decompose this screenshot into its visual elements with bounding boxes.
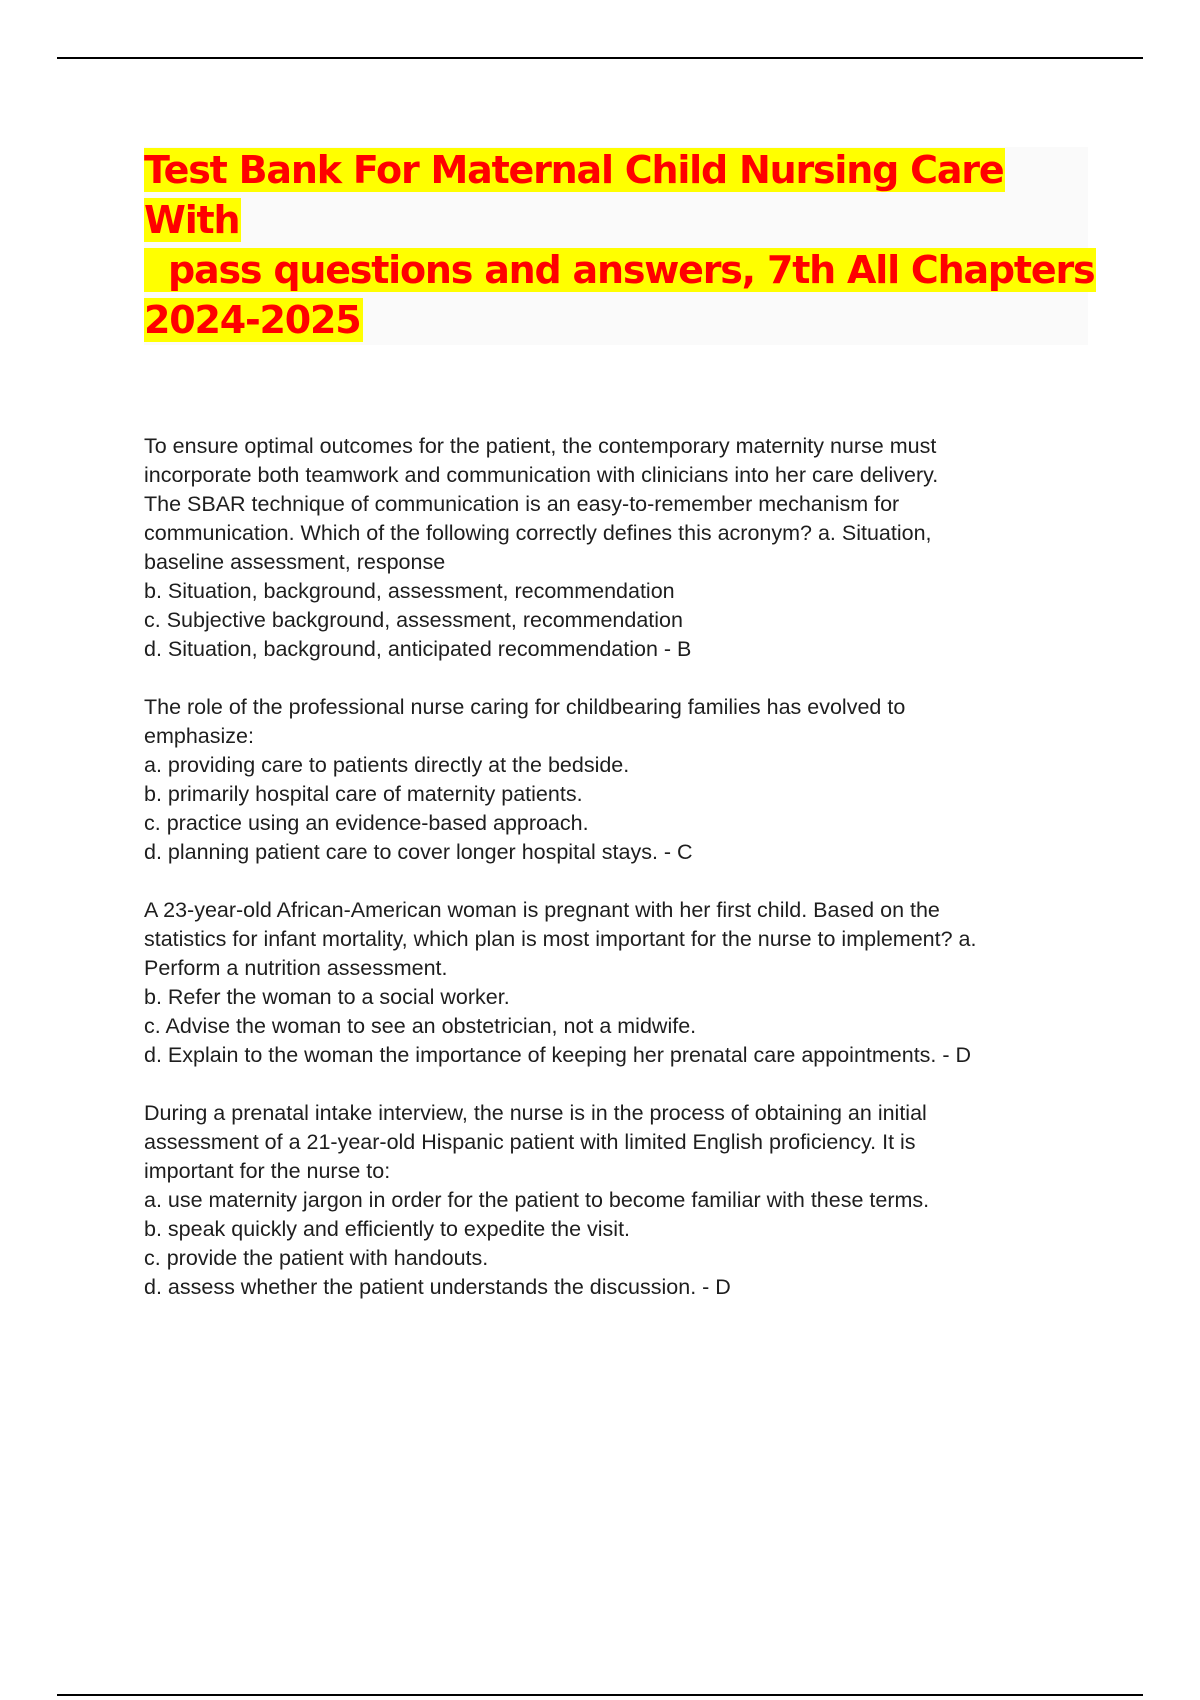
question-4 — [144, 1099, 1094, 1302]
document-title — [144, 147, 1095, 345]
question-1-stem-line: The SBAR technique of communication is an easy-to-remember mechanism for — [144, 492, 900, 516]
question-4-stem-line: assessment of a 21-year-old Hispanic patient with limited English proficiency. It is — [144, 1130, 916, 1154]
question-4-option-a: a. use maternity jargon in order for the patient to become familiar with these terms. — [144, 1188, 930, 1212]
title-line-4-text: 2024-2025 — [144, 298, 361, 342]
question-4-stem-line: important for the nurse to: — [144, 1159, 391, 1183]
question-3-option-b: b. Refer the woman to a social worker. — [144, 985, 510, 1009]
question-1-stem-line: incorporate both teamwork and communication with clinicians into her care delivery. — [144, 463, 939, 487]
question-1-option-d: d. Situation, background, anticipated recommendation - B — [144, 637, 692, 661]
title-line-3-text: pass questions and answers, 7th All Chapters — [144, 248, 1095, 292]
question-3-option-d: d. Explain to the woman the importance of keeping her prenatal care appointments. - D — [144, 1043, 972, 1067]
title-line-4 — [144, 297, 363, 343]
question-4-option-d: d. assess whether the patient understands the discussion. - D — [144, 1275, 731, 1299]
question-list — [144, 432, 1094, 1331]
question-1-option-c: c. Subjective background, assessment, recommendation — [144, 608, 683, 632]
question-2-option-c: c. practice using an evidence-based approach. — [144, 811, 589, 835]
question-4-option-c: c. provide the patient with handouts. — [144, 1246, 489, 1270]
question-3-stem-line: Perform a nutrition assessment. — [144, 956, 448, 980]
question-1-stem-line: baseline assessment, response — [144, 550, 446, 574]
title-line-3 — [144, 247, 1096, 293]
question-3-option-c: c. Advise the woman to see an obstetrician, not a midwife. — [144, 1014, 697, 1038]
question-2 — [144, 693, 1094, 867]
question-2-option-a: a. providing care to patients directly at the bedside. — [144, 753, 630, 777]
question-4-stem-line: During a prenatal intake interview, the nurse is in the process of obtaining an initial — [144, 1101, 927, 1125]
question-3-stem-line: statistics for infant mortality, which plan is most important for the nurse to implement? a. — [144, 927, 977, 951]
question-1 — [144, 432, 1094, 664]
question-2-stem-line: The role of the professional nurse caring for childbearing families has evolved to — [144, 695, 906, 719]
question-2-stem-line: emphasize: — [144, 724, 254, 748]
question-4-option-b: b. speak quickly and efficiently to expedite the visit. — [144, 1217, 631, 1241]
title-line-1 — [144, 147, 1005, 193]
bottom-rule — [57, 1694, 1143, 1696]
question-1-stem-line: To ensure optimal outcomes for the patient, the contemporary maternity nurse must — [144, 434, 937, 458]
question-1-stem-line: communication. Which of the following correctly defines this acronym? a. Situation, — [144, 521, 932, 545]
title-line-1-text: Test Bank For Maternal Child Nursing Care — [144, 148, 1004, 192]
question-3-stem-line: A 23-year-old African-American woman is pregnant with her first child. Based on the — [144, 898, 940, 922]
question-1-option-b: b. Situation, background, assessment, recommendation — [144, 579, 675, 603]
question-2-option-b: b. primarily hospital care of maternity patients. — [144, 782, 583, 806]
question-3 — [144, 896, 1094, 1070]
top-rule — [57, 57, 1143, 59]
question-2-option-d: d. planning patient care to cover longer hospital stays. - C — [144, 840, 693, 864]
title-line-2-text: With — [144, 198, 240, 242]
title-line-2 — [144, 197, 241, 243]
